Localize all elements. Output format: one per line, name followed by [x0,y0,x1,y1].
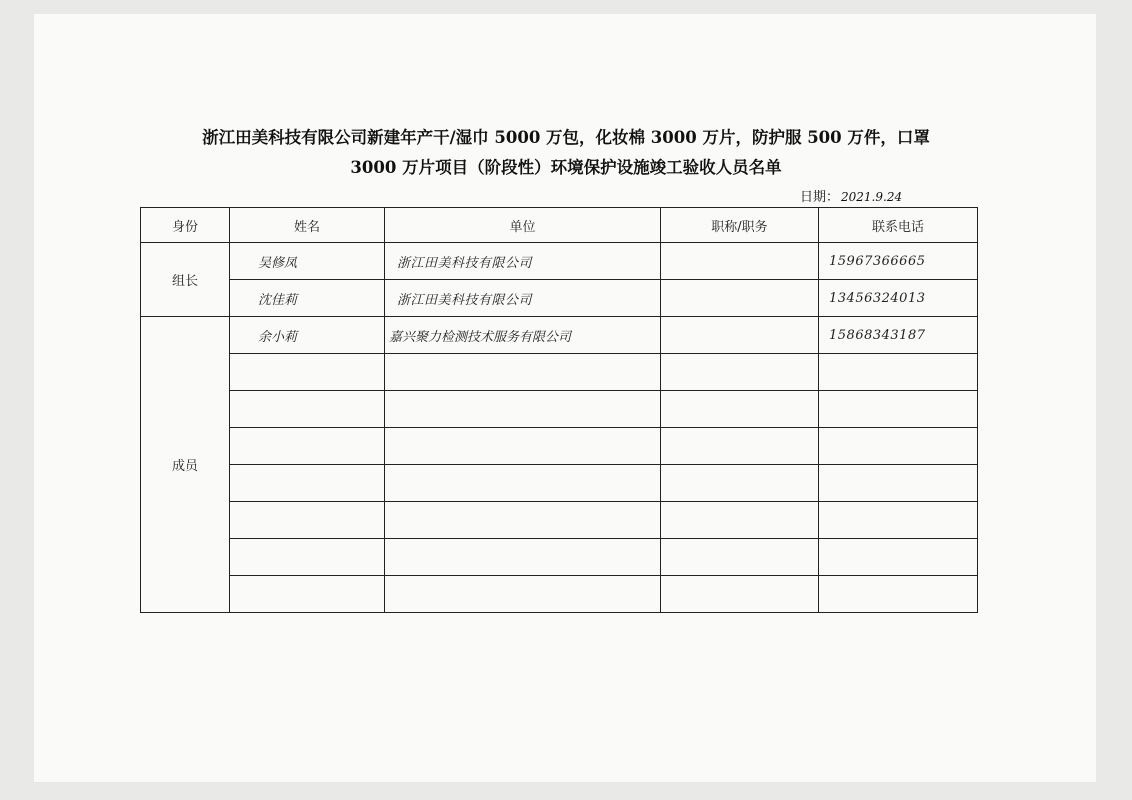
title-cell [661,465,819,502]
document-title-line-1: 浙江田美科技有限公司新建年产干/湿巾 5000 万包，化妆棉 3000 万片，防护服 500 万件，口罩 [202,128,930,147]
title-cell [661,576,819,613]
table-row [141,243,978,280]
name-cell: 吴修凤 [230,243,385,280]
table-row [141,280,978,317]
unit-cell [385,576,661,613]
phone-cell: 15967366665 [819,243,978,280]
name-cell [230,502,385,539]
phone-cell: 13456324013 [819,280,978,317]
unit-cell: 浙江田美科技有限公司 [385,280,661,317]
title-cell [661,391,819,428]
role-member-cell: 成员 [141,317,230,613]
table-row [141,576,978,613]
name-cell [230,428,385,465]
title-cell [661,502,819,539]
unit-cell [385,354,661,391]
table-row [141,317,978,354]
phone-cell [819,391,978,428]
name-cell [230,576,385,613]
table-row [141,539,978,576]
phone-cell [819,428,978,465]
title-cell [661,428,819,465]
table-row [141,428,978,465]
name-cell [230,354,385,391]
table-row [141,502,978,539]
unit-cell [385,391,661,428]
unit-cell: 浙江田美科技有限公司 [385,243,661,280]
table-row [141,391,978,428]
name-cell: 沈佳莉 [230,280,385,317]
phone-cell [819,576,978,613]
header-role: 身份 [141,208,230,243]
title-cell [661,317,819,354]
header-title: 职称/职务 [661,208,819,243]
header-unit: 单位 [385,208,661,243]
title-cell [661,539,819,576]
unit-cell [385,428,661,465]
table-row [141,354,978,391]
phone-cell [819,502,978,539]
phone-cell [819,354,978,391]
document-title-line-2: 3000 万片项目（阶段性）环境保护设施竣工验收人员名单 [350,158,782,177]
table-row [141,465,978,502]
unit-cell [385,502,661,539]
name-cell [230,465,385,502]
name-cell [230,391,385,428]
title-cell [661,243,819,280]
date-field [800,186,902,205]
title-cell [661,280,819,317]
acceptance-personnel-table [140,207,978,613]
table-header-row [141,208,978,243]
unit-cell [385,539,661,576]
date-label: 日期： [800,190,840,205]
phone-cell [819,539,978,576]
header-name: 姓名 [230,208,385,243]
title-cell [661,354,819,391]
phone-cell: 15868343187 [819,317,978,354]
header-phone: 联系电话 [819,208,978,243]
name-cell: 余小莉 [230,317,385,354]
unit-cell: 嘉兴聚力检测技术服务有限公司 [385,317,661,354]
phone-cell [819,465,978,502]
date-value: 2021.9.24 [841,190,903,204]
name-cell [230,539,385,576]
unit-cell [385,465,661,502]
role-leader-cell: 组长 [141,243,230,317]
